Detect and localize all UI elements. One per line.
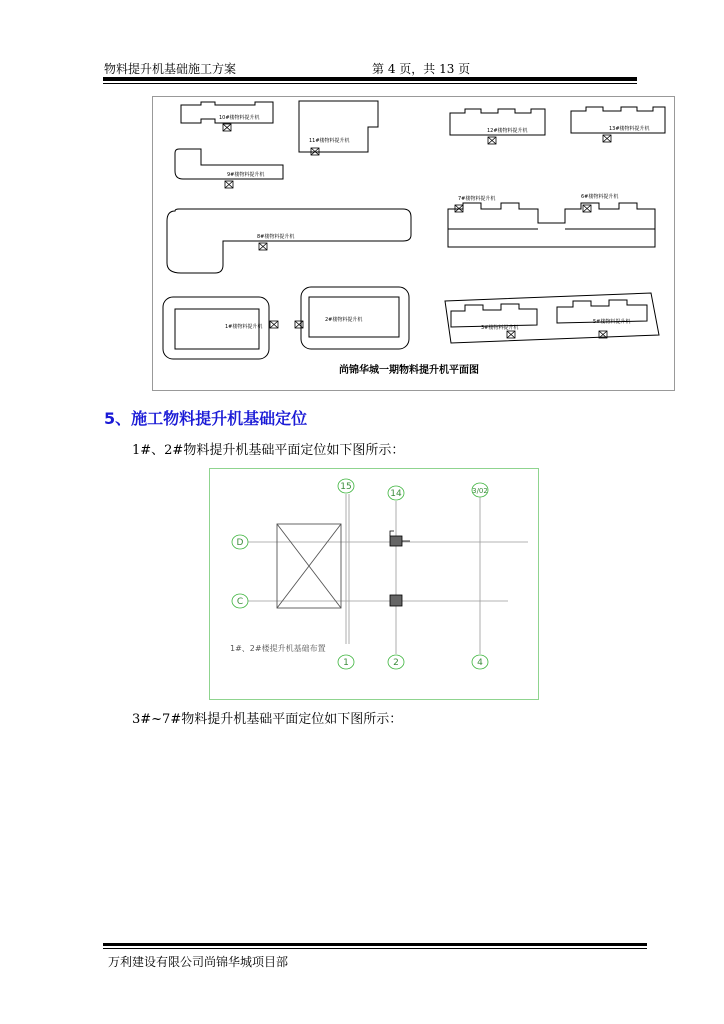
- label-b9: 9#楼物料提升机: [227, 172, 265, 178]
- header-rule-thin: [103, 83, 637, 84]
- foundation-block-d: [390, 531, 410, 546]
- label-b12: 12#楼物料提升机: [487, 128, 528, 134]
- foundation-block-c: [390, 595, 402, 606]
- hoist-marker-10: [223, 124, 231, 131]
- axis-label-c: C: [236, 597, 244, 607]
- header-title: 物料提升机基础施工方案: [104, 62, 237, 76]
- hoist-marker-8: [259, 243, 267, 250]
- building-7-6-outline: [448, 203, 655, 247]
- label-b6: 6#楼物料提升机: [581, 194, 619, 200]
- site-plan-title: 尚锦华城一期物料提升机平面图: [339, 365, 479, 376]
- section-heading: 5、施工物料提升机基础定位: [104, 409, 308, 428]
- positioning-plan-caption: 1#、2#楼提升机基础布置: [230, 644, 326, 653]
- positioning-plan-figure: [209, 468, 539, 700]
- footer-company: 万利建设有限公司尚锦华城项目部: [108, 955, 289, 969]
- axis-label-d: D: [236, 538, 244, 548]
- hoist-marker-9: [225, 181, 233, 188]
- paragraph-hoist-1-2: 1#、2#物料提升机基础平面定位如下图所示：: [132, 443, 405, 458]
- header-page-info: 第 4 页，共 13 页: [372, 62, 471, 76]
- axis-label-2: 2: [393, 658, 399, 668]
- hoist-marker-13: [603, 135, 611, 142]
- label-b13: 13#楼物料提升机: [609, 126, 650, 132]
- building-8-outline: [167, 209, 411, 273]
- label-b2: 2#楼物料提升机: [325, 317, 363, 323]
- positioning-plan-drawing: [210, 469, 538, 699]
- hoist-marker-2: [295, 321, 303, 328]
- label-b7: 7#楼物料提升机: [458, 196, 496, 202]
- axis-label-3-02: 3/02: [472, 487, 488, 495]
- hoist-marker-6: [583, 205, 591, 212]
- hoist-frame: [277, 524, 341, 608]
- footer-rule-thin: [103, 948, 647, 949]
- hoist-marker-3: [507, 331, 515, 338]
- label-b10: 10#楼物料提升机: [219, 115, 260, 121]
- paragraph-hoist-3-7: 3#~7#物料提升机基础平面定位如下图所示：: [132, 712, 403, 727]
- site-plan-figure: [152, 96, 675, 391]
- site-plan-drawing: [153, 97, 674, 390]
- axis-label-4: 4: [477, 658, 483, 668]
- label-b5: 5#楼物料提升机: [593, 319, 631, 325]
- label-b3: 3#楼物料提升机: [481, 325, 519, 331]
- hoist-marker-1: [270, 321, 278, 328]
- hoist-marker-12: [488, 137, 496, 144]
- label-b8: 8#楼物料提升机: [257, 234, 295, 240]
- label-b1: 1#楼物料提升机: [225, 324, 263, 330]
- label-b11: 11#楼物料提升机: [309, 138, 350, 144]
- footer-rule: [103, 943, 647, 946]
- building-11-outline: [299, 101, 378, 152]
- axis-label-14: 14: [390, 489, 402, 499]
- axis-label-1: 1: [343, 658, 349, 668]
- header-rule: [103, 77, 637, 81]
- axis-label-15: 15: [340, 482, 352, 492]
